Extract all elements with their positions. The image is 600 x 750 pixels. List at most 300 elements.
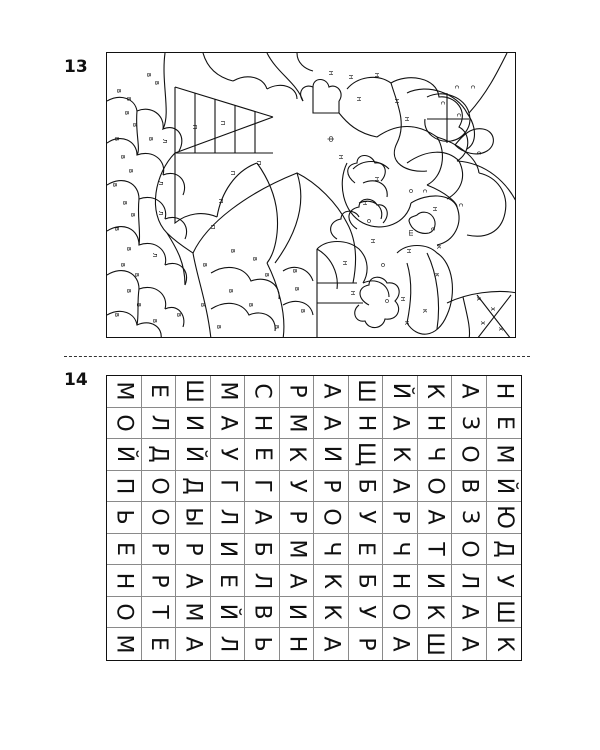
grid-letter: А xyxy=(249,509,275,526)
grid-letter: Ч xyxy=(387,541,413,557)
grid-letter: Т xyxy=(422,542,448,556)
grid-cell xyxy=(176,534,211,566)
region-letter: в xyxy=(133,272,141,278)
grid-cell xyxy=(245,439,280,471)
grid-letter: А xyxy=(387,636,413,652)
grid-letter: Ч xyxy=(422,446,448,462)
grid-cell xyxy=(452,628,487,660)
region-letter: в xyxy=(251,256,259,262)
grid-cell xyxy=(142,471,177,503)
region-letter: в xyxy=(293,286,301,292)
grid-letter: А xyxy=(318,415,344,431)
grid-cell xyxy=(107,502,142,534)
grid-cell xyxy=(176,439,211,471)
region-letter: ф xyxy=(327,136,335,142)
task-number-14: 14 xyxy=(64,370,88,390)
grid-cell xyxy=(107,597,142,629)
grid-letter: Р xyxy=(284,384,310,398)
grid-letter: Д xyxy=(491,540,517,558)
grid-cell xyxy=(211,597,246,629)
grid-cell xyxy=(452,376,487,408)
grid-cell xyxy=(487,408,522,440)
grid-letter: Ч xyxy=(318,541,344,557)
grid-cell xyxy=(107,376,142,408)
grid-cell xyxy=(418,565,453,597)
grid-letter: Г xyxy=(249,479,275,493)
grid-letter: И xyxy=(318,446,344,463)
grid-cell xyxy=(142,534,177,566)
letter-grid xyxy=(106,375,522,661)
region-letter: в xyxy=(229,248,237,254)
region-letter: в xyxy=(113,226,121,232)
region-letter: в xyxy=(215,324,223,330)
grid-letter: В xyxy=(249,604,275,620)
grid-letter: М xyxy=(111,381,137,401)
grid-letter: А xyxy=(387,478,413,494)
region-letter: в xyxy=(201,262,209,268)
region-letter: п xyxy=(255,160,263,166)
region-letter: х xyxy=(489,306,497,312)
region-letter: х xyxy=(497,326,505,332)
grid-cell xyxy=(142,597,177,629)
region-letter: в xyxy=(115,88,123,94)
grid-cell xyxy=(452,534,487,566)
grid-letter: О xyxy=(111,414,137,432)
region-letter: в xyxy=(291,268,299,274)
region-letter: в xyxy=(299,308,307,314)
grid-cell xyxy=(245,502,280,534)
grid-letter: И xyxy=(180,414,206,432)
grid-letter: Е xyxy=(146,384,172,399)
grid-cell xyxy=(280,565,315,597)
region-letter: с xyxy=(453,85,461,89)
grid-letter: Ы xyxy=(180,507,206,528)
grid-letter: Р xyxy=(353,637,379,651)
grid-cell xyxy=(418,597,453,629)
region-letter: в xyxy=(125,96,133,102)
grid-letter: А xyxy=(456,604,482,620)
grid-letter: Е xyxy=(111,542,137,556)
grid-letter: Е xyxy=(249,447,275,462)
region-letter: к xyxy=(403,320,411,326)
region-letter: н xyxy=(355,96,363,102)
region-letter: н xyxy=(399,296,407,302)
region-letter: в xyxy=(247,302,255,308)
grid-letter: Л xyxy=(215,635,241,653)
grid-cell xyxy=(349,408,384,440)
region-letter: н xyxy=(341,260,349,266)
grid-letter: И xyxy=(284,603,310,621)
region-letter: п xyxy=(229,170,237,176)
grid-cell xyxy=(280,471,315,503)
grid-cell xyxy=(211,502,246,534)
grid-cell xyxy=(418,471,453,503)
grid-letter: Л xyxy=(146,414,172,432)
grid-cell xyxy=(245,408,280,440)
grid-cell xyxy=(487,534,522,566)
region-letter: в xyxy=(199,302,207,308)
region-letter: н xyxy=(337,154,345,160)
grid-cell xyxy=(349,597,384,629)
region-letter: в xyxy=(175,312,183,318)
region-letter: о xyxy=(379,262,387,268)
region-letter: п xyxy=(217,198,225,204)
grid-letter: У xyxy=(491,573,517,588)
grid-letter: И xyxy=(215,540,241,558)
grid-letter: К xyxy=(422,604,448,620)
grid-cell xyxy=(280,534,315,566)
grid-cell xyxy=(280,597,315,629)
grid-cell xyxy=(245,628,280,660)
region-letter: л xyxy=(161,138,169,144)
grid-letter: Ш xyxy=(353,379,379,404)
grid-letter: М xyxy=(284,413,310,433)
region-letter: х xyxy=(475,296,483,302)
grid-letter: О xyxy=(318,508,344,527)
grid-cell xyxy=(487,628,522,660)
grid-letter: А xyxy=(387,415,413,431)
grid-cell xyxy=(176,376,211,408)
grid-cell xyxy=(280,502,315,534)
grid-letter: Б xyxy=(353,478,379,494)
grid-letter: Р xyxy=(284,510,310,525)
grid-letter: О xyxy=(387,603,413,621)
grid-cell xyxy=(349,471,384,503)
region-letter: в xyxy=(125,288,133,294)
grid-letter: М xyxy=(491,444,517,464)
grid-cell xyxy=(314,628,349,660)
region-letter: в xyxy=(263,272,271,278)
grid-cell xyxy=(383,471,418,503)
grid-cell xyxy=(245,565,280,597)
grid-letter: К xyxy=(387,446,413,463)
grid-letter: Н xyxy=(353,414,379,432)
grid-cell xyxy=(107,471,142,503)
region-letter: о xyxy=(383,298,391,304)
grid-cell xyxy=(176,502,211,534)
region-letter: к xyxy=(421,308,429,314)
region-letter: с xyxy=(475,151,483,155)
grid-cell xyxy=(383,628,418,660)
grid-letter: А xyxy=(318,636,344,652)
grid-letter: М xyxy=(215,381,241,401)
grid-cell xyxy=(142,502,177,534)
region-letter: в xyxy=(119,154,127,160)
grid-cell xyxy=(487,565,522,597)
grid-cell xyxy=(487,439,522,471)
region-letter: в xyxy=(121,200,129,206)
grid-cell xyxy=(349,565,384,597)
grid-letter: И xyxy=(422,572,448,589)
grid-letter: У xyxy=(353,605,379,619)
region-letter: л xyxy=(157,210,165,216)
grid-cell xyxy=(452,439,487,471)
grid-cell xyxy=(349,502,384,534)
region-letter: с xyxy=(421,189,429,193)
grid-letter: Ю xyxy=(491,505,517,530)
grid-cell xyxy=(487,471,522,503)
grid-cell xyxy=(142,439,177,471)
grid-cell xyxy=(349,534,384,566)
grid-cell xyxy=(418,534,453,566)
grid-letter: Й xyxy=(387,383,413,400)
grid-cell xyxy=(383,376,418,408)
grid-cell xyxy=(418,502,453,534)
grid-cell xyxy=(383,439,418,471)
grid-letter: Л xyxy=(215,509,241,526)
grid-letter: Ш xyxy=(180,379,206,404)
region-letter: в xyxy=(147,136,155,142)
grid-letter: Н xyxy=(387,572,413,589)
region-letter: н xyxy=(405,248,413,254)
grid-cell xyxy=(107,408,142,440)
grid-letter: Й xyxy=(491,477,517,495)
region-letter: о xyxy=(365,218,373,224)
grid-letter: Н xyxy=(284,635,310,653)
region-letter: х xyxy=(479,320,487,326)
region-letter: н xyxy=(327,70,335,76)
grid-cell xyxy=(314,376,349,408)
grid-letter: Н xyxy=(422,414,448,432)
grid-letter: Л xyxy=(456,572,482,589)
grid-cell xyxy=(418,376,453,408)
grid-cell xyxy=(418,408,453,440)
grid-cell xyxy=(245,376,280,408)
grid-letter: Н xyxy=(249,414,275,432)
region-letter: н xyxy=(361,200,369,206)
grid-cell xyxy=(487,376,522,408)
region-letter: к xyxy=(433,272,441,278)
grid-cell xyxy=(314,471,349,503)
cut-line-divider xyxy=(64,356,530,357)
grid-letter: А xyxy=(456,383,482,399)
grid-letter: З xyxy=(456,510,482,525)
grid-cell xyxy=(452,471,487,503)
grid-letter: К xyxy=(318,604,344,620)
region-letter: с xyxy=(429,227,437,231)
grid-letter: Й xyxy=(111,446,137,463)
grid-letter: Н xyxy=(491,382,517,400)
grid-letter: Ь xyxy=(111,509,137,526)
grid-cell xyxy=(280,628,315,660)
region-letter: с xyxy=(457,203,465,207)
grid-cell xyxy=(349,628,384,660)
region-letter: л xyxy=(151,252,159,258)
grid-cell xyxy=(349,439,384,471)
grid-cell xyxy=(487,502,522,534)
grid-letter: В xyxy=(456,478,482,494)
region-letter: в xyxy=(151,318,159,324)
grid-letter: О xyxy=(146,508,172,527)
grid-cell xyxy=(211,628,246,660)
grid-cell xyxy=(245,597,280,629)
grid-cell xyxy=(211,439,246,471)
grid-cell xyxy=(452,502,487,534)
region-letter: в xyxy=(273,324,281,330)
grid-letter: А xyxy=(180,573,206,589)
grid-letter: З xyxy=(456,415,482,430)
region-letter: в xyxy=(113,136,121,142)
grid-cell xyxy=(452,597,487,629)
grid-cell xyxy=(280,439,315,471)
grid-letter: Й xyxy=(180,446,206,463)
region-letter: с xyxy=(455,113,463,117)
grid-letter: Щ xyxy=(353,442,379,467)
grid-letter: Ш xyxy=(491,600,517,624)
grid-letter: Р xyxy=(387,510,413,525)
region-letter: н xyxy=(393,98,401,104)
grid-letter: Е xyxy=(146,637,172,652)
grid-letter: Д xyxy=(146,445,172,463)
grid-letter: О xyxy=(111,603,137,621)
grid-letter: К xyxy=(284,446,310,463)
grid-cell xyxy=(176,628,211,660)
grid-cell xyxy=(142,628,177,660)
grid-cell xyxy=(107,534,142,566)
grid-letter: Р xyxy=(146,542,172,556)
grid-cell xyxy=(314,408,349,440)
grid-cell xyxy=(245,471,280,503)
grid-letter: К xyxy=(491,636,517,653)
grid-letter: Ь xyxy=(249,636,275,652)
grid-cell xyxy=(487,597,522,629)
region-letter: в xyxy=(111,182,119,188)
grid-letter: Д xyxy=(180,477,206,495)
grid-cell xyxy=(245,534,280,566)
grid-letter: У xyxy=(353,510,379,525)
grid-letter: Р xyxy=(146,573,172,588)
region-letter: н xyxy=(347,74,355,80)
grid-cell xyxy=(383,502,418,534)
grid-letter: Т xyxy=(146,605,172,619)
region-letter: в xyxy=(129,212,137,218)
grid-letter: К xyxy=(318,572,344,589)
grid-cell xyxy=(383,597,418,629)
region-letter: в xyxy=(227,288,235,294)
grid-letter: П xyxy=(111,477,137,495)
region-letter: о xyxy=(407,188,415,194)
grid-cell xyxy=(452,408,487,440)
grid-letter: Ш xyxy=(422,632,448,656)
region-letter: н xyxy=(403,116,411,122)
grid-cell xyxy=(176,565,211,597)
region-letter: в xyxy=(125,246,133,252)
grid-cell xyxy=(142,376,177,408)
grid-letter: Р xyxy=(318,479,344,493)
grid-cell xyxy=(211,565,246,597)
grid-cell xyxy=(418,439,453,471)
grid-letter: Б xyxy=(249,541,275,557)
grid-cell xyxy=(142,565,177,597)
region-letter: в xyxy=(135,302,143,308)
grid-letter: У xyxy=(284,479,310,493)
grid-letter: Е xyxy=(215,573,241,588)
grid-cell xyxy=(280,376,315,408)
grid-cell xyxy=(314,502,349,534)
region-letter: н xyxy=(431,206,439,212)
grid-cell xyxy=(176,597,211,629)
region-letter: п xyxy=(209,224,217,230)
grid-letter: А xyxy=(456,636,482,652)
region-letter: в xyxy=(113,312,121,318)
region-letter: в xyxy=(119,262,127,268)
grid-cell xyxy=(383,565,418,597)
region-letter: с xyxy=(469,85,477,89)
grid-cell xyxy=(314,439,349,471)
region-letter: в xyxy=(153,80,161,86)
grid-cell xyxy=(211,408,246,440)
grid-cell xyxy=(418,628,453,660)
grid-cell xyxy=(383,534,418,566)
region-letter: с xyxy=(439,101,447,105)
region-letter: в xyxy=(127,168,135,174)
region-letter: н xyxy=(373,72,381,78)
grid-cell xyxy=(211,376,246,408)
grid-letter: Й xyxy=(215,603,241,621)
region-letter: л xyxy=(157,180,165,186)
region-letter: н xyxy=(369,238,377,244)
grid-cell xyxy=(211,471,246,503)
region-letter: п xyxy=(191,124,199,130)
grid-letter: Л xyxy=(249,572,275,589)
region-letter: н xyxy=(349,290,357,296)
grid-cell xyxy=(280,408,315,440)
grid-letter: А xyxy=(215,415,241,431)
grid-cell xyxy=(107,565,142,597)
grid-letter: У xyxy=(215,447,241,462)
grid-letter: Е xyxy=(353,542,379,556)
grid-cell xyxy=(383,408,418,440)
grid-cell xyxy=(107,628,142,660)
grid-letter: Г xyxy=(215,479,241,493)
grid-letter: С xyxy=(249,383,275,399)
grid-letter: А xyxy=(318,383,344,399)
grid-cell xyxy=(452,565,487,597)
grid-cell xyxy=(176,471,211,503)
grid-letter: О xyxy=(456,540,482,558)
grid-cell xyxy=(107,439,142,471)
grid-cell xyxy=(314,534,349,566)
region-letter: н xyxy=(373,176,381,182)
region-letter: п xyxy=(219,120,227,126)
grid-cell xyxy=(211,534,246,566)
grid-letter: О xyxy=(146,477,172,495)
task-number-13: 13 xyxy=(64,57,88,77)
region-letter: в xyxy=(131,122,139,128)
grid-letter: Б xyxy=(353,573,379,589)
grid-letter: М xyxy=(111,634,137,654)
region-letter: в xyxy=(123,110,131,116)
grid-letter: О xyxy=(422,477,448,495)
grid-letter: М xyxy=(180,602,206,622)
grid-cell xyxy=(349,376,384,408)
grid-letter: К xyxy=(422,383,448,400)
coloring-outline xyxy=(107,53,516,338)
grid-letter: А xyxy=(422,509,448,526)
coloring-picture xyxy=(106,52,516,338)
grid-letter: Р xyxy=(180,542,206,556)
grid-letter: А xyxy=(180,636,206,652)
grid-letter: М xyxy=(284,539,310,559)
grid-letter: Е xyxy=(491,415,517,430)
grid-cell xyxy=(176,408,211,440)
region-letter: к xyxy=(435,244,443,250)
grid-cell xyxy=(314,565,349,597)
region-letter: ш xyxy=(407,229,415,237)
region-letter: в xyxy=(145,72,153,78)
grid-letter: О xyxy=(456,445,482,464)
grid-letter: Н xyxy=(111,572,137,589)
